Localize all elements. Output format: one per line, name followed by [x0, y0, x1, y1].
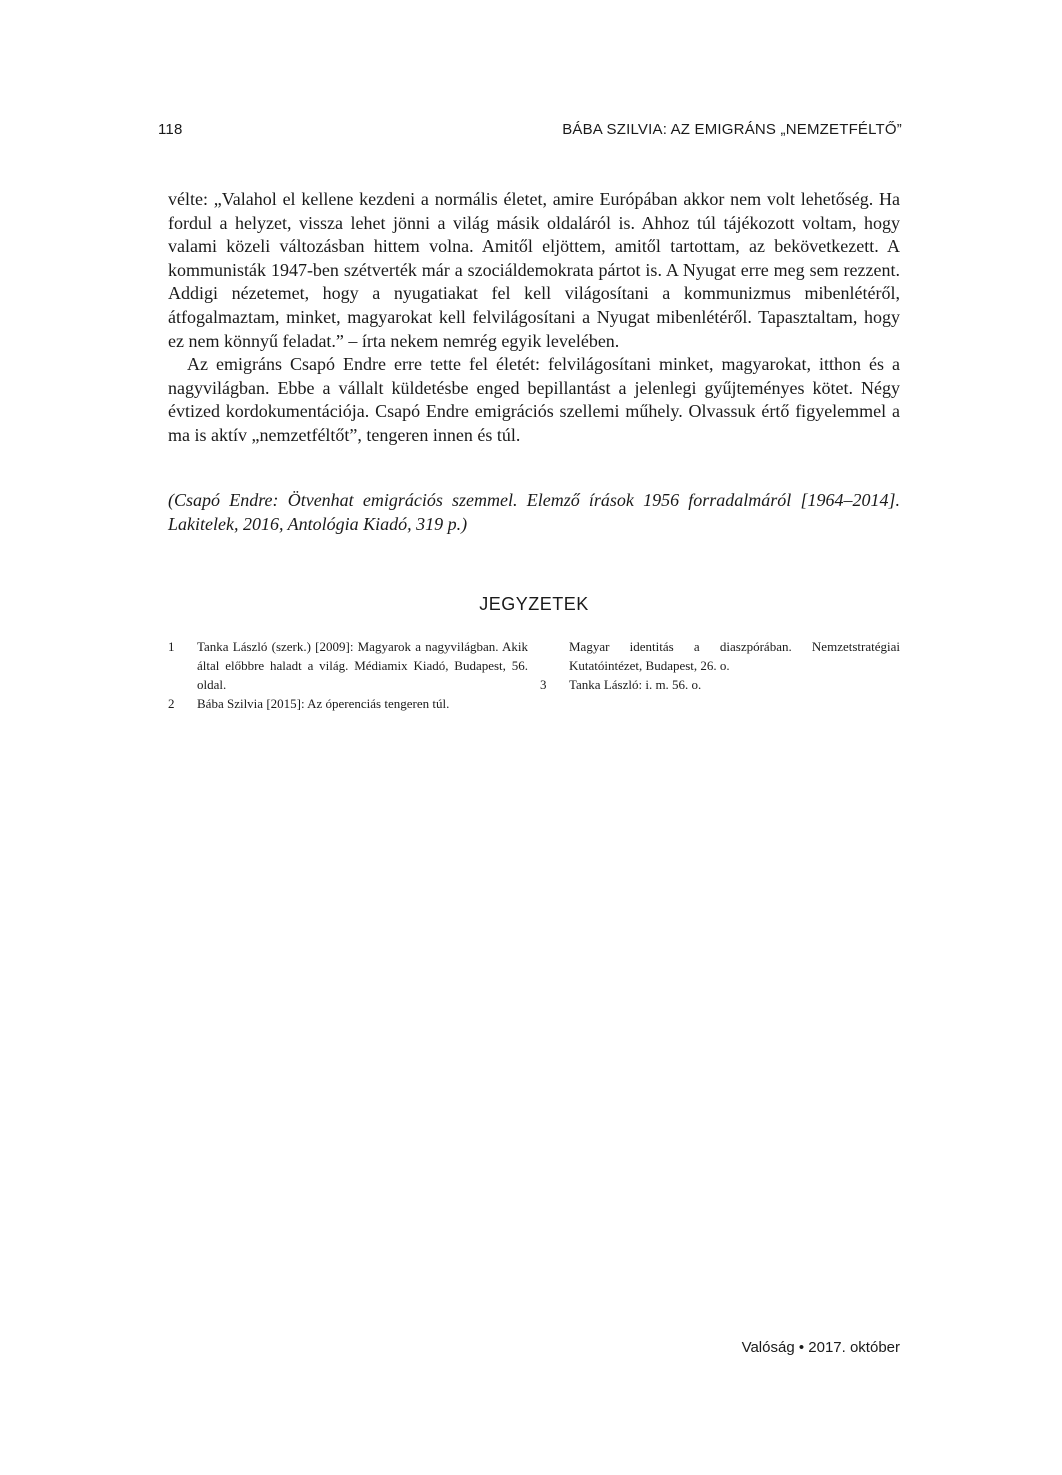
- page-number: 118: [158, 121, 183, 138]
- note-number: 3: [540, 677, 547, 692]
- article-body: [168, 188, 900, 448]
- running-header: [158, 121, 902, 143]
- book-citation: (Csapó Endre: Ötvenhat emigrációs szemmel. Elemző írások 1956 forradalmáról [1964–2014]. Lakitelek, 2016, Antológia Kiadó, 319 p.): [168, 490, 900, 534]
- body-paragraph-2: Az emigráns Csapó Endre erre tette fel életét: felvilágosítani minket, magyarokat, itthon és a nagyvilágban. Ebbe a vállalt küldetésbe enged bepillantást a jelenlegi gyűjteményes kötet. Négy évtized kordokumentációja. Csapó Endre emigrációs szellemi műhely. Olvassuk értő figyelemmel a ma is aktív „nemzetféltőt”, tengeren innen és túl.: [168, 354, 900, 445]
- notes-column-right: [540, 637, 900, 694]
- note-continuation: Magyar identitás a diaszpórában. Nemzetstratégiai Kutatóintézet, Budapest, 26. o.: [569, 639, 900, 673]
- page-footer: Valóság • 2017. október: [741, 1339, 900, 1356]
- note-text: Bába Szilvia [2015]: Az óperenciás tengeren túl.: [197, 696, 450, 711]
- note-item: [168, 694, 528, 713]
- notes-title: JEGYZETEK: [479, 594, 589, 614]
- note-item: [540, 675, 900, 694]
- body-paragraph-1: vélte: „Valahol el kellene kezdeni a normális életet, amire Európában akkor nem volt lehetőség. Ha fordul a helyzet, vissza lehet jönni a világ másik oldaláról is. Ahhoz túl tájékozott voltam, hogy valami közeli változásban hittem volna. Amitől eljöttem, amitől tartottam, az bekövetkezett. A kommunisták 1947-ben szétverték már a szociáldemokrata pártot is. A Nyugat erre meg sem rezzent. Addigi nézetemet, hogy a nyugatiakat fel kell világosítani a kommunizmus mibenlétéről, átfogalmaztam, minket, magyarokat kell felvilágosítani a Nyugat mibenlétéről. Tapasztaltam, hogy ez nem könnyű feladat.” – írta nekem nemrég egyik levelében.: [168, 189, 900, 351]
- note-text: Tanka László: i. m. 56. o.: [569, 677, 702, 692]
- notes-column-left: [168, 637, 528, 713]
- note-number: 2: [168, 696, 175, 711]
- header-title: BÁBA SZILVIA: AZ EMIGRÁNS „NEMZETFÉLTŐ”: [562, 121, 902, 138]
- note-item: [168, 637, 528, 694]
- note-text: Tanka László (szerk.) [2009]: Magyarok a nagyvilágban. Akik által előbbre haladt a világ. Médiamix Kiadó, Budapest, 56. oldal.: [197, 639, 528, 692]
- note-number: 1: [168, 639, 175, 654]
